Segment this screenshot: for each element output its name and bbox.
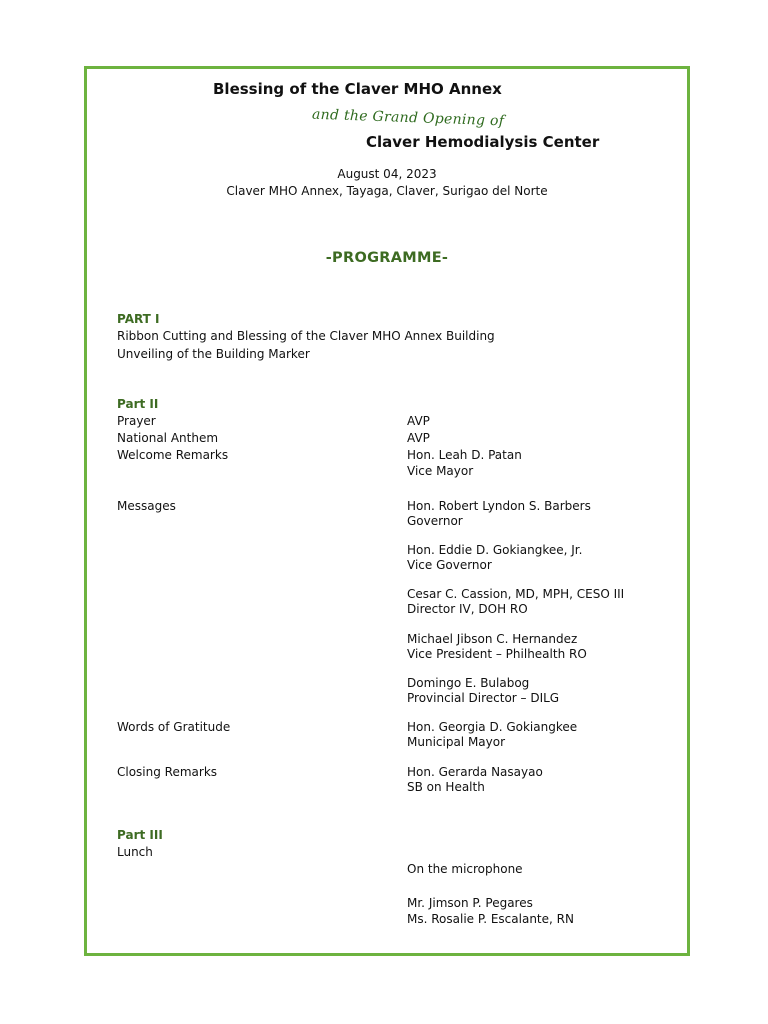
message-speaker-5-title: Provincial Director – DILG	[407, 691, 560, 705]
programme-heading: -PROGRAMME-	[325, 250, 449, 266]
program-item-words-of-gratitude: Words of Gratitude	[117, 720, 231, 734]
message-speaker-5-name: Domingo E. Bulabog	[407, 676, 530, 690]
event-script-line: and the Grand Opening of	[311, 106, 505, 130]
program-item-prayer: Prayer	[117, 414, 156, 428]
gratitude-speaker-title: Municipal Mayor	[407, 735, 506, 749]
message-speaker-4-title: Vice President – Philhealth RO	[407, 647, 587, 661]
message-speaker-1-title: Governor	[407, 514, 463, 528]
event-title-line1: Blessing of the Claver MHO Annex	[213, 80, 502, 98]
emcee-name-2: Ms. Rosalie P. Escalante, RN	[407, 912, 574, 926]
message-speaker-1-name: Hon. Robert Lyndon S. Barbers	[407, 499, 591, 513]
message-speaker-2-title: Vice Governor	[407, 558, 492, 572]
part1-item-unveiling: Unveiling of the Building Marker	[117, 347, 310, 361]
part3-item-lunch: Lunch	[117, 845, 153, 859]
message-speaker-2-name: Hon. Eddie D. Gokiangkee, Jr.	[407, 543, 583, 557]
program-item-national-anthem: National Anthem	[117, 431, 219, 445]
message-speaker-3-title: Director IV, DOH RO	[407, 602, 528, 616]
emcee-label: On the microphone	[407, 862, 523, 876]
welcome-speaker-name: Hon. Leah D. Patan	[407, 448, 522, 462]
program-item-closing-remarks: Closing Remarks	[117, 765, 218, 779]
gratitude-speaker-name: Hon. Georgia D. Gokiangkee	[407, 720, 578, 734]
part2-heading: Part II	[117, 397, 159, 411]
program-item-welcome-remarks: Welcome Remarks	[117, 448, 229, 462]
closing-speaker-title: SB on Health	[407, 780, 485, 794]
prayer-assignee: AVP	[407, 414, 430, 428]
anthem-assignee: AVP	[407, 431, 430, 445]
part3-heading: Part III	[117, 828, 163, 842]
program-item-messages: Messages	[117, 499, 176, 513]
emcee-name-1: Mr. Jimson P. Pegares	[407, 896, 533, 910]
welcome-speaker-title: Vice Mayor	[407, 464, 474, 478]
event-venue: Claver MHO Annex, Tayaga, Claver, Surigao del Norte	[226, 184, 548, 198]
part1-item-ribbon-cutting: Ribbon Cutting and Blessing of the Claver MHO Annex Building	[117, 329, 495, 343]
part1-heading: PART I	[117, 312, 160, 326]
closing-speaker-name: Hon. Gerarda Nasayao	[407, 765, 543, 779]
message-speaker-4-name: Michael Jibson C. Hernandez	[407, 632, 578, 646]
event-date: August 04, 2023	[337, 167, 437, 181]
message-speaker-3-name: Cesar C. Cassion, MD, MPH, CESO III	[407, 587, 625, 601]
event-title-line2: Claver Hemodialysis Center	[366, 133, 600, 151]
